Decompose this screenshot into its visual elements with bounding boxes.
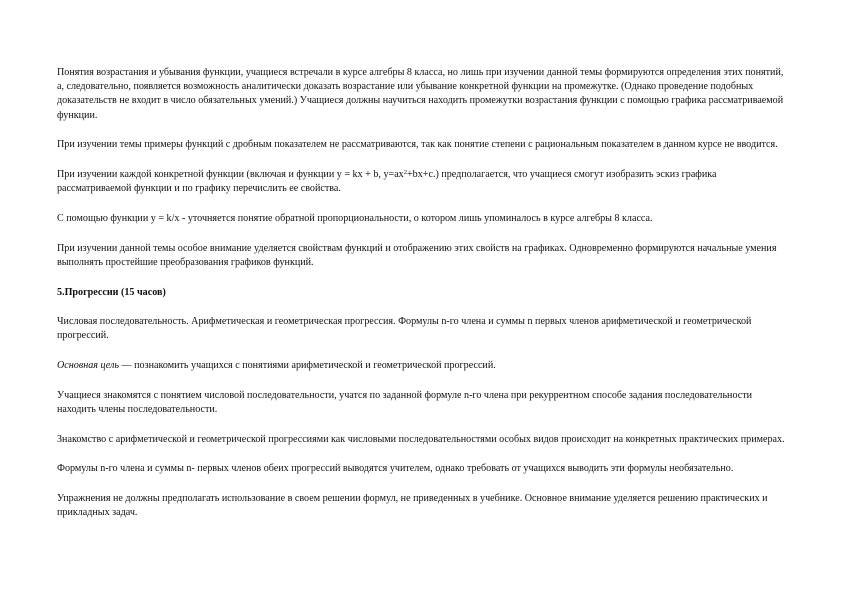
- paragraph-fractional-exponent: При изучении темы примеры функций с дробным показателем не рассматриваются, так как понятие степени с рациональным показателем в данном курсе не вводится.: [57, 139, 778, 151]
- paragraph-progressions-topics: Числовая последовательность. Арифметическая и геометрическая прогрессия. Формулы n-го члена и суммы n первых членов арифметической и геометрической прогрессий.: [57, 316, 752, 342]
- main-goal-label: Основная цель: [57, 360, 119, 372]
- section-heading-progressions: 5.Прогрессии (15 часов): [57, 286, 166, 298]
- exponent-superscript: 2: [403, 169, 407, 177]
- document-body: [57, 66, 789, 536]
- paragraph-function-properties: При изучении данной темы особое внимание уделяется свойствам функций и отображению этих свойств на графиках. Одновременно формируются начальные умения выполнять простейшие преобразования графиков функций.: [57, 242, 777, 268]
- paragraph-function-sketches: [57, 168, 789, 196]
- main-goal-text: — познакомить учащихся с понятиями арифметической и геометрической прогрессий.: [119, 360, 496, 372]
- paragraph-exercises: Упражнения не должны предполагать использование в своем решении формул, не приведенных в учебнике. Основное внимание уделяется решению практических и прикладных задач.: [57, 493, 768, 519]
- paragraph-practical-examples: Знакомство с арифметической и геометрической прогрессиями как числовыми последовательностями особых видов происходит на конкретных практических примерах.: [57, 433, 785, 445]
- paragraph-inverse-proportionality: С помощью функции у = k/x - уточняется понятие обратной пропорциональности, о котором лишь упоминалось в курсе алгебры 8 класса.: [57, 212, 653, 224]
- paragraph-sequences: Учащиеся знакомятся с понятием числовой последовательности, учатся по заданной формуле n-го члена при рекуррентном способе задания последовательности находить члены последовательности.: [57, 389, 753, 416]
- paragraph-monotonicity-definitions: Понятия возрастания и убывания функции, учащиеся встречали в курсе алгебры 8 класса, но лишь при изучении данной темы формируются определения этих понятий, а, следовательно, появляется возможность аналитически доказать возрастание или убывание конкретной функции на промежутке. (Однако проведение подобных доказательств не входит в число обязательных умений.) Учащиеся должны научиться находить промежутки возрастания функции с помощью графика рассматриваемой функции.: [57, 67, 784, 121]
- paragraph-formulas: Формулы n-го члена и суммы n- первых членов обеих прогрессий выводятся учителем, однако требовать от учащихся выводить эти формулы необязательно.: [57, 463, 734, 475]
- paragraph-function-sketches-before: При изучении каждой конкретной функции (включая и функции у = kx + b, y=ax: [57, 169, 404, 181]
- paragraph-main-goal: [57, 359, 789, 373]
- paragraph-function-sketches-after: +bx+c.) предполагается, что учащиеся смогут изобразить эскиз графика рассматриваемой функции и по графику перечислить ее свойства.: [57, 169, 717, 195]
